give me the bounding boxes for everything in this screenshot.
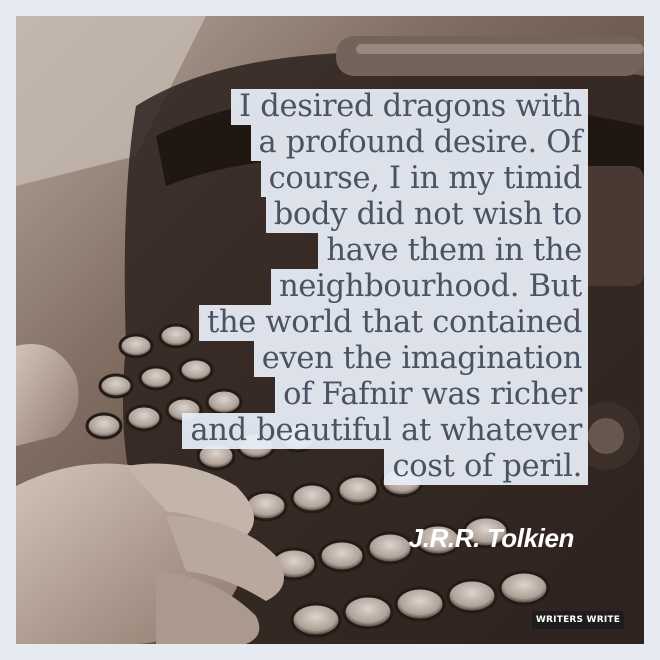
quote-line: neighbourhood. But	[271, 269, 588, 305]
quote-line: the world that contained	[199, 305, 588, 341]
quote-line: of Fafnir was richer	[275, 377, 588, 413]
quote-line: even the imagination	[254, 341, 588, 377]
quote-line: and beautiful at whatever	[182, 413, 588, 449]
writers-write-logo: WRITERS WRITE	[532, 611, 624, 629]
quote-line: have them in the	[318, 233, 588, 269]
quote-line: a profound desire. Of	[251, 125, 589, 161]
quote-line: I desired dragons with	[231, 89, 588, 125]
quote-line: course, I in my timid	[261, 161, 588, 197]
quote-author: J.R.R. Tolkien	[408, 523, 574, 553]
quote-line: body did not wish to	[266, 197, 588, 233]
quote-line: cost of peril.	[384, 449, 588, 485]
